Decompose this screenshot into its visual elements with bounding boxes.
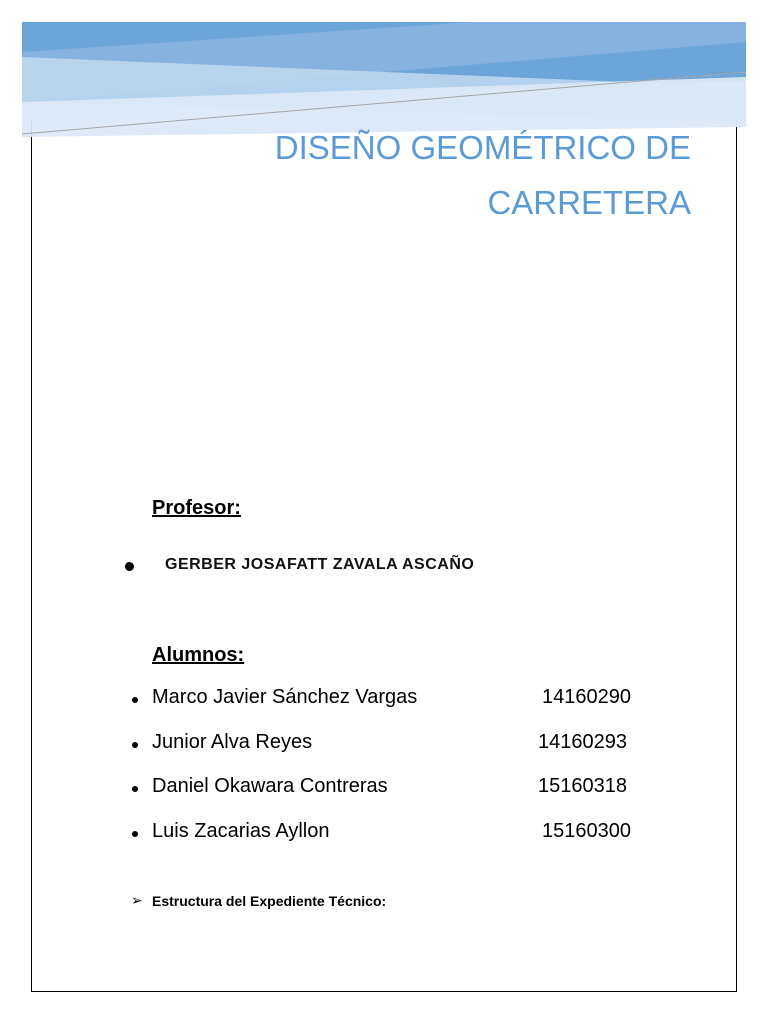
profesor-heading: Profesor:: [152, 497, 241, 519]
profesor-name: GERBER JOSAFATT ZAVALA ASCAÑO: [165, 556, 475, 573]
document-title-line-2: CARRETERA: [487, 184, 691, 221]
footer-item-text: Estructura del Expediente Técnico:: [152, 893, 387, 909]
student-code: 15160318: [538, 775, 627, 797]
alumnos-heading: Alumnos:: [152, 644, 245, 666]
profesor-item: [121, 555, 621, 579]
student-item: [130, 686, 690, 714]
bullet-icon: [125, 562, 134, 571]
document-title-line-1: DISEÑO GEOMÉTRICO DE: [274, 129, 691, 162]
student-code: 15160300: [542, 820, 631, 842]
student-name: Marco Javier Sánchez Vargas: [152, 686, 418, 708]
bullet-icon: [132, 786, 138, 792]
student-item: [130, 820, 690, 848]
header-banner: [22, 22, 746, 142]
footer-item: [131, 892, 631, 912]
bullet-icon: [132, 742, 138, 748]
arrow-bullet-icon: ➢: [131, 892, 143, 908]
student-code: 14160293: [538, 731, 627, 753]
student-item: [130, 775, 690, 803]
student-name: Junior Alva Reyes: [152, 731, 313, 753]
student-code: 14160290: [542, 686, 631, 708]
student-name: Luis Zacarias Ayllon: [152, 820, 330, 842]
bullet-icon: [132, 831, 138, 837]
student-name: Daniel Okawara Contreras: [152, 775, 388, 797]
student-item: [130, 731, 690, 759]
bullet-icon: [132, 697, 138, 703]
